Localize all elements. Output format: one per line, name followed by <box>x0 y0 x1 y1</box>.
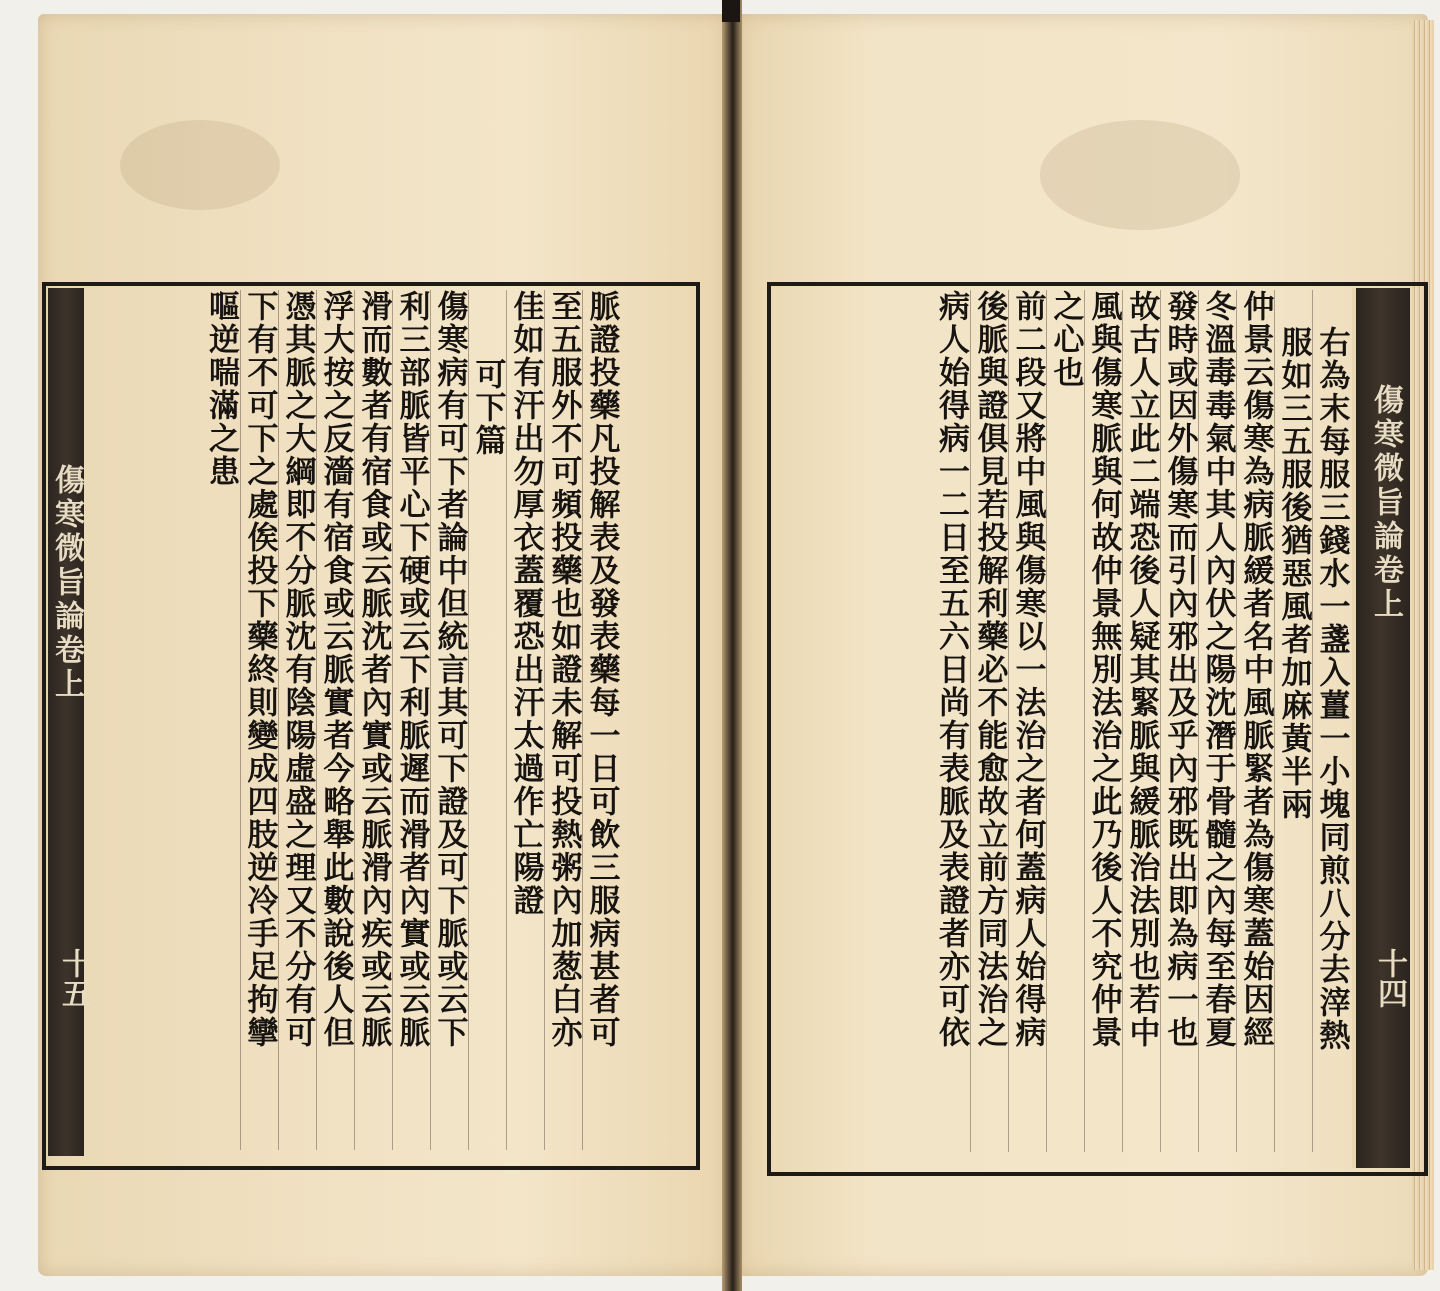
text-column <box>278 290 316 1150</box>
text-column <box>544 290 582 1150</box>
text-column <box>430 290 468 1150</box>
text-column <box>1084 290 1122 1152</box>
text-column <box>392 290 430 1150</box>
right-page-number: 十四 <box>1372 948 1407 1008</box>
right-text-columns <box>778 290 1350 1152</box>
column-text: 脈證投藥凡投解表及發表藥每一日可飲三服病甚者可 <box>583 290 620 1049</box>
column-text: 滑而數者有宿食或云脈沈者內實或云脈滑內疾或云脈 <box>355 290 392 1049</box>
binding-thread <box>722 0 740 22</box>
right-banner-title: 傷寒微旨論卷上 <box>1368 384 1403 622</box>
left-fold-banner <box>48 288 91 1156</box>
text-column <box>1160 290 1198 1152</box>
column-text: 故古人立此二端恐後人疑其緊脈與緩脈治法別也若中 <box>1123 290 1160 1049</box>
left-text-columns <box>88 290 620 1150</box>
right-fold-banner <box>1352 288 1410 1168</box>
text-column <box>582 290 620 1150</box>
column-text: 風與傷寒脈與何故仲景無別法治之此乃後人不究仲景 <box>1085 290 1122 1049</box>
column-text: 下有不可下之處俟投下藥終則變成四肢逆冷手足拘攣 <box>241 290 278 1049</box>
text-column <box>1198 290 1236 1152</box>
text-column <box>202 290 240 1150</box>
column-text: 發時或因外傷寒而引內邪出及乎內邪既出即為病一也 <box>1161 290 1198 1049</box>
left-page-number: 十五 <box>56 948 91 1008</box>
paper-stain <box>120 120 280 210</box>
column-text: 仲景云傷寒為病脈緩者名中風脈緊者為傷寒蓋始因經 <box>1237 290 1274 1049</box>
text-column <box>468 290 506 1150</box>
text-column <box>1274 290 1312 1152</box>
text-column <box>1312 290 1350 1152</box>
column-text: 浮大按之反濇有宿食或云脈實者今略舉此數說後人但 <box>317 290 354 1049</box>
column-text: 傷寒病有可下者論中但統言其可下證及可下脈或云下 <box>431 290 468 1049</box>
column-text: 嘔逆喘滿之患 <box>203 290 239 488</box>
column-text: 病人始得病一二日至五六日尚有表脈及表證者亦可依 <box>933 290 969 1049</box>
column-text: 冬溫毒毒氣中其人內伏之陽沈潛于骨髓之內每至春夏 <box>1199 290 1236 1049</box>
text-column <box>970 290 1008 1152</box>
text-column <box>1236 290 1274 1152</box>
column-text: 之心也 <box>1047 290 1084 389</box>
column-text: 右為末每服三錢水一盞入薑一小塊同煎八分去滓熱 <box>1313 326 1350 1052</box>
column-text: 服如三五服後猶惡風者加麻黃半兩 <box>1275 326 1312 821</box>
text-column <box>240 290 278 1150</box>
book-gutter <box>722 0 742 1291</box>
left-banner-title: 傷寒微旨論卷上 <box>49 464 84 702</box>
text-column <box>354 290 392 1150</box>
column-text: 憑其脈之大綱即不分脈沈有陰陽虛盛之理又不分有可 <box>279 290 316 1049</box>
column-text: 可下篇 <box>469 358 506 457</box>
paper-stain <box>1040 120 1240 230</box>
column-text: 利三部脈皆平心下硬或云下利脈遲而滑者內實或云脈 <box>393 290 430 1049</box>
column-text: 前二段又將中風與傷寒以一法治之者何蓋病人始得病 <box>1009 290 1046 1049</box>
column-text: 後脈與證俱見若投解利藥必不能愈故立前方同法治之 <box>971 290 1008 1049</box>
column-text: 佳如有汗出勿厚衣蓋覆恐出汗太過作亡陽證 <box>507 290 544 917</box>
column-text: 至五服外不可頻投藥也如證未解可投熱粥內加葱白亦 <box>545 290 582 1049</box>
text-column <box>1008 290 1046 1152</box>
text-column <box>316 290 354 1150</box>
text-column <box>506 290 544 1150</box>
text-column <box>1122 290 1160 1152</box>
text-column <box>932 290 970 1152</box>
text-column <box>1046 290 1084 1152</box>
